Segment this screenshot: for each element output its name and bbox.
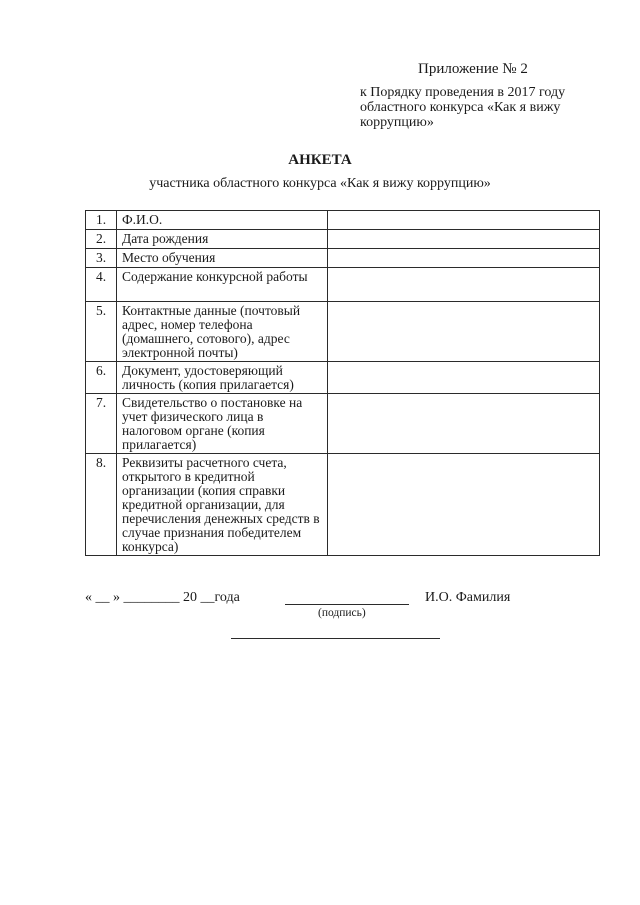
row-number: 5. (86, 302, 117, 362)
bottom-rule (231, 638, 440, 639)
answer-field[interactable] (328, 230, 600, 249)
table-row (86, 454, 600, 556)
row-number: 4. (86, 268, 117, 302)
row-number: 1. (86, 211, 117, 230)
answer-field[interactable] (328, 454, 600, 556)
row-label: Ф.И.О. (117, 211, 328, 230)
answer-field[interactable] (328, 394, 600, 454)
appendix-block (360, 62, 600, 130)
row-label: Дата рождения (117, 230, 328, 249)
table-row (86, 249, 600, 268)
answer-field[interactable] (328, 268, 600, 302)
signature-name: И.О. Фамилия (425, 590, 511, 605)
table-row (86, 230, 600, 249)
table-row (86, 362, 600, 394)
questionnaire-table (85, 210, 600, 556)
answer-field[interactable] (328, 302, 600, 362)
row-label: Свидетельство о постановке на учет физического лица в налоговом органе (копия прилагается) (117, 394, 328, 454)
form-title: АНКЕТА (288, 152, 352, 168)
table-row (86, 394, 600, 454)
table-row (86, 211, 600, 230)
table-row (86, 302, 600, 362)
row-label: Место обучения (117, 249, 328, 268)
row-number: 6. (86, 362, 117, 394)
row-label: Содержание конкурсной работы (117, 268, 328, 302)
answer-field[interactable] (328, 362, 600, 394)
table-row (86, 268, 600, 302)
signature-caption: (подпись) (318, 607, 366, 619)
row-label: Контактные данные (почтовый адрес, номер телефона (домашнего, сотового), адрес электронной почты) (117, 302, 328, 362)
appendix-number: Приложение № 2 (418, 61, 528, 77)
signature-line (285, 604, 409, 605)
signature-date: « __ » ________ 20 __года (85, 590, 240, 605)
row-number: 2. (86, 230, 117, 249)
answer-field[interactable] (328, 249, 600, 268)
row-number: 8. (86, 454, 117, 556)
row-number: 3. (86, 249, 117, 268)
appendix-text: к Порядку проведения в 2017 году областного конкурса «Как я вижу коррупцию» (360, 85, 566, 130)
row-label: Реквизиты расчетного счета, открытого в кредитной организации (копия справки кредитной организации, для перечисления денежных средств в случае признания победителем конкурса) (117, 454, 328, 556)
row-label: Документ, удостоверяющий личность (копия прилагается) (117, 362, 328, 394)
answer-field[interactable] (328, 211, 600, 230)
form-subtitle: участника областного конкурса «Как я вижу коррупцию» (149, 176, 491, 191)
row-number: 7. (86, 394, 117, 454)
